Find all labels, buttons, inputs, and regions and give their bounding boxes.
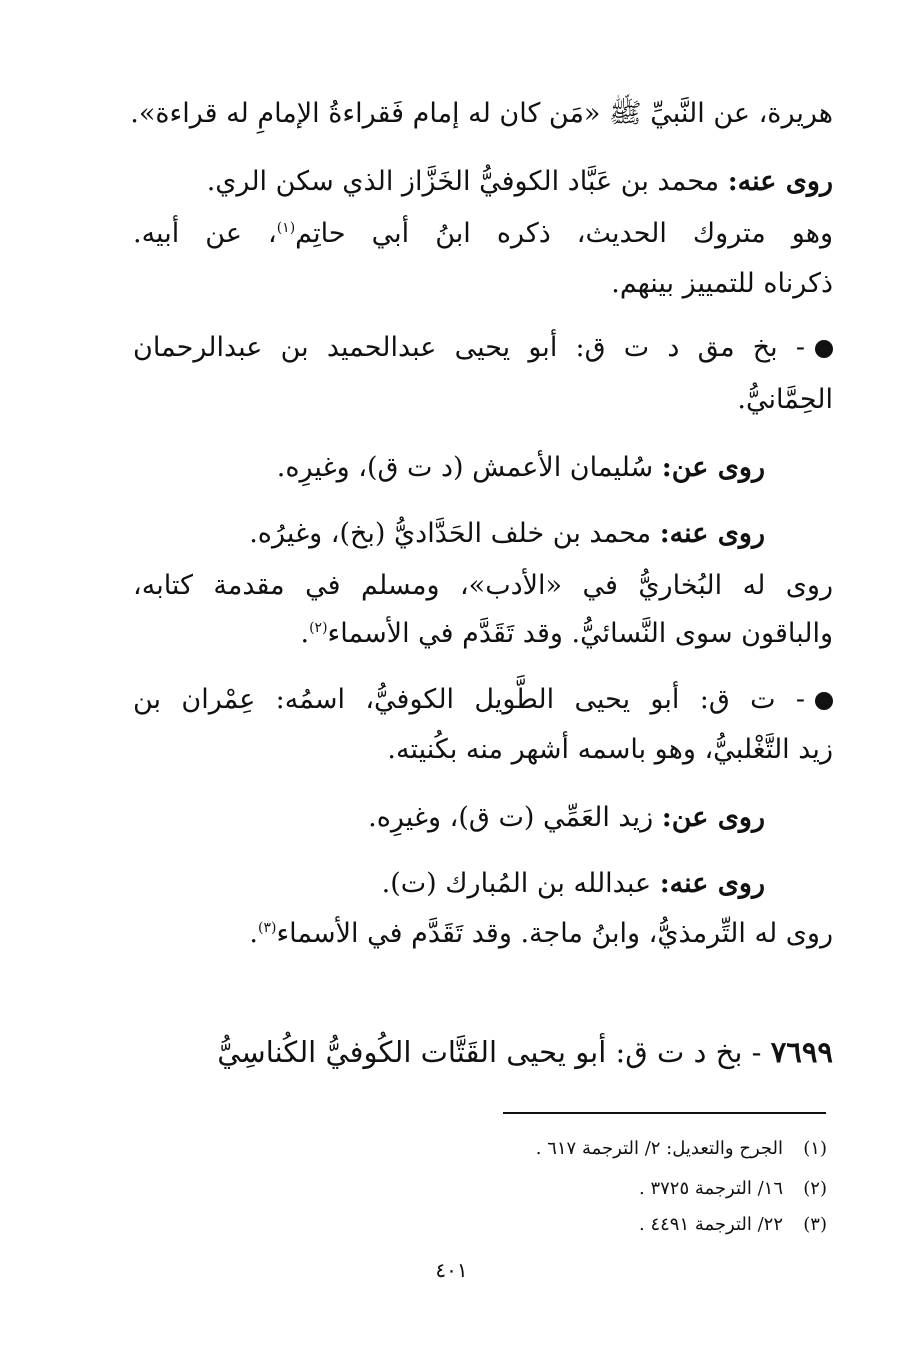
line-text: وهو متروك الحديث، ذكره ابنُ أبي حاتِم [295, 218, 833, 249]
text-line-3 [133, 212, 833, 256]
line-text: الحِمَّانيُّ. [737, 384, 833, 415]
text-line-13 [133, 796, 765, 840]
entry-title: - بخ د ت ق: أبو يحيى القَتَّات الكُوفيُّ الكُناسِيُّ [217, 1035, 771, 1069]
entry-heading [133, 1030, 833, 1074]
line-text: روى له التِّرمذيُّ، وابنُ ماجة. وقد تَقَدَّم في الأسماء [276, 918, 833, 949]
line-text: محمد بن عَبَّاد الكوفيُّ الخَزَّاز الذي سكن الري. [206, 166, 728, 197]
line-text: عبدالله بن المُبارك (ت). [381, 868, 660, 899]
narrated-from-label: روى عن: [661, 452, 765, 483]
text-line-8 [133, 512, 765, 556]
bullet-dot-icon [815, 340, 833, 358]
line-text: ، عن أبيه. [133, 218, 277, 249]
footnote-text: ٢٢/ الترجمة ٤٤٩١ . [638, 1214, 783, 1235]
line-text: . [249, 918, 258, 949]
footnote-text: ١٦/ الترجمة ٣٧٢٥ . [638, 1178, 783, 1199]
footnote-3 [127, 1210, 827, 1240]
line-text: - بخ مق د ت ق: أبو يحيى عبدالحميد بن عبدالرحمان [133, 332, 805, 363]
line-text: . [300, 618, 310, 649]
narrated-by-label: روى عنه: [727, 166, 833, 197]
narrated-by-label: روى عنه: [659, 518, 765, 549]
text-line-4 [133, 262, 833, 306]
text-line-12 [133, 728, 833, 772]
text-line-11 [133, 678, 833, 722]
footnote-text: الجرح والتعديل: ٢/ الترجمة ٦١٧ . [535, 1138, 783, 1159]
narrated-from-label: روى عن: [661, 802, 765, 833]
page-number: ٤٠١ [435, 1258, 468, 1282]
text-line-6 [133, 378, 833, 422]
footnote-1 [127, 1134, 827, 1164]
footnote-2 [127, 1174, 827, 1204]
line-text: ذكرناه للتمييز بينهم. [611, 268, 833, 299]
entry-number: ٧٦٩٩ [770, 1035, 833, 1069]
line-text: هريرة، عن النَّبيِّ ﷺ «مَن كان له إمام فَقراءةُ الإمامِ له قراءة». [130, 98, 833, 129]
text-line-15 [133, 912, 833, 956]
narrated-by-label: روى عنه: [659, 868, 765, 899]
footnote-ref-2: (٢) [309, 620, 328, 636]
text-line-5 [133, 326, 833, 370]
footnote-divider [503, 1112, 826, 1114]
line-text: والباقون سوى النَّسائيُّ. وقد تَقَدَّم في الأسماء [327, 618, 833, 649]
line-text: سُليمان الأعمش (د ت ق)، وغيرِه. [276, 452, 662, 483]
text-line-9 [133, 564, 833, 608]
text-line-2 [133, 160, 833, 204]
line-text: زيد التَّغْلبيُّ، وهو باسمه أشهر منه بكُنيته. [387, 734, 833, 765]
line-text: زيد العَمِّي (ت ق)، وغيرِه. [368, 802, 662, 833]
line-text: روى له البُخاريُّ في «الأدب»، ومسلم في مقدمة كتابه، [133, 570, 833, 601]
footnote-number: (٣) [803, 1214, 827, 1235]
bullet-dot-icon [815, 692, 833, 710]
footnote-number: (٢) [803, 1178, 827, 1199]
footnote-ref-3: (٣) [258, 920, 277, 936]
text-line-1 [130, 92, 833, 136]
text-line-7 [133, 446, 765, 490]
text-line-14 [133, 862, 765, 906]
text-line-10 [133, 612, 833, 656]
footnote-number: (١) [803, 1138, 827, 1159]
line-text: - ت ق: أبو يحيى الطَّويل الكوفيُّ، اسمُه: عِمْران بن [133, 684, 805, 715]
footnote-ref-1: (١) [276, 220, 296, 236]
line-text: محمد بن خلف الحَدَّاديُّ (بخ)، وغيرُه. [249, 518, 660, 549]
